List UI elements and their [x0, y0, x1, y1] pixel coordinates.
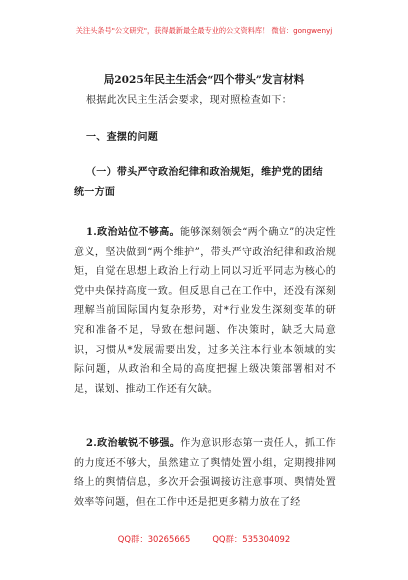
footer-contacts [0, 533, 408, 545]
subsection-heading-continued: 统一方面 [74, 187, 116, 198]
promo-banner: 关注头条号"公文研究"，获得最新最全最专业的公文资料库！ 微信：gongwenyj [75, 26, 333, 35]
intro-paragraph: 根据此次民主生活会要求，现对照检查如下： [86, 95, 292, 106]
item-2-paragraph [74, 434, 336, 512]
subsection-heading: （一）带头严守政治纪律和政治规矩，维护党的团结 [86, 167, 323, 178]
footer-qq-group-2: QQ群：535304092 [212, 534, 291, 544]
item-2-body: 作为意识形态第一责任人，抓工作的力度还不够大，虽然建立了舆情处置小组，定期搜排网络上的舆情信息，多次开会强调接访注意事项、舆情处置效率等问题，但在工作中还是把更多精力放在了经 [74, 438, 336, 508]
section-heading: 一、查摆的问题 [86, 132, 159, 143]
item-1-body: 能够深刻领会“两个确立”的决定性意义，坚决做到“两个维护”，带头严守政治纪律和政治规矩，自觉在思想上政治上行动上同以习近平同志为核心的党中央保持高度一致。但反思自己在工作中，还没有深刻理解当前国际国内复杂形势，对*行业发生深刻变革的研究和准备不足，导致在想问题、作决策时，缺乏大局意识，习惯从*发展需要出发，过多关注本行业本领域的实际问题，从政治和全局的高度把握上级决策部署相对不足，谋划、推动工作还有欠缺。 [74, 227, 336, 395]
item-2-heading: 2.政治敏锐不够强。 [86, 438, 181, 449]
item-1-paragraph [74, 223, 336, 399]
item-1-heading: 1.政治站位不够高。 [86, 227, 181, 238]
document-title: 局2025年民主生活会“四个带头”发言材料 [103, 74, 305, 86]
footer-qq-group-1: QQ群：30265665 [117, 534, 191, 544]
